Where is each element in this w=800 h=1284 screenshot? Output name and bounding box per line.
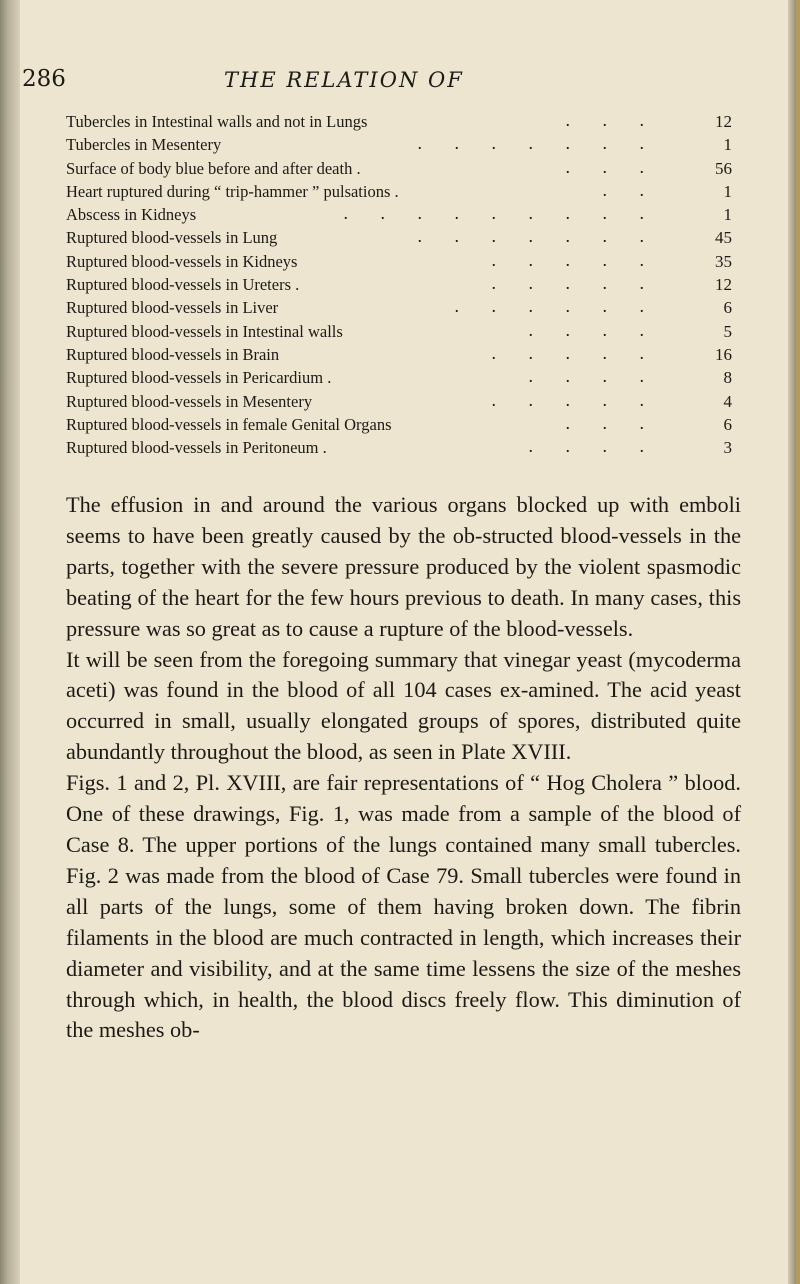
row-label: Ruptured blood-vessels in Liver [66,298,279,318]
row-value: 12 [715,275,732,295]
row-value: 5 [723,321,732,341]
row-value: 1 [723,181,732,201]
row-label: Ruptured blood-vessels in Mesentery [66,391,313,411]
table-row [66,366,736,389]
row-label: Abscess in Kidneys [66,205,197,225]
row-value: 1 [723,205,732,225]
page-number: 286 [22,66,66,92]
table-row [66,133,736,156]
leader-dots: . . . . [528,366,658,387]
page-edge-strip [796,0,800,1284]
leader-dots: . . . . . [491,273,658,294]
row-value: 4 [723,391,732,411]
table-row [66,273,736,296]
row-label: Ruptured blood-vessels in Brain [66,344,280,364]
row-value: 56 [715,158,732,178]
row-label: Ruptured blood-vessels in Pericardium . [66,368,332,388]
row-value: 3 [723,438,732,458]
table-row [66,320,736,343]
leader-dots: . . . . . . [454,296,658,317]
leader-dots: . . . . . . . [417,133,658,154]
row-value: 16 [715,344,732,364]
body-text [66,490,741,1046]
leader-dots: . . . . . . . . . [343,203,658,224]
paragraph-figures: Figs. 1 and 2, Pl. XVIII, are fair representations of “ Hog Cholera ” blood. One of these drawings, Fig. 1, was made from a sample of the blood of Case 8. The upper portions of the lungs contained many small tubercles. Fig. 2 was made from the blood of Case 79. Small tubercles were found in all parts of the lungs, some of them having broken down. The fibrin filaments in the blood are much contracted in length, which increases their diameter and visibility, and at the same time lessens the size of the meshes through which, in health, the blood discs freely flow. This diminution of the meshes ob- [66,770,741,1043]
row-label: Surface of body blue before and after death . [66,158,361,178]
row-label: Ruptured blood-vessels in Peritoneum . [66,438,327,458]
row-value: 1 [723,135,732,155]
table-row [66,390,736,413]
leader-dots: . . . . . [491,342,658,363]
table-row [66,413,736,436]
leader-dots: . . . [565,412,658,433]
table-row [66,436,736,459]
leader-dots: . . . . . [491,389,658,410]
row-label: Heart ruptured during “ trip-hammer ” pulsations . [66,181,399,201]
page-gutter-left [0,0,20,1284]
row-value: 6 [723,298,732,318]
paragraph-effusion: The effusion in and around the various organs blocked up with emboli seems to have been greatly caused by the ob-structed blood-vessels in the parts, together with the severe pressure produced by the violent spasmodic beating of the heart for the few hours previous to death. In many cases, this pressure was so great as to cause a rupture of the blood-vessels. [66,492,741,641]
row-value: 8 [723,368,732,388]
row-label: Ruptured blood-vessels in Lung [66,228,278,248]
row-value: 6 [723,414,732,434]
row-label: Ruptured blood-vessels in Kidneys [66,251,298,271]
row-label: Ruptured blood-vessels in female Genital Organs [66,414,392,434]
table-row [66,250,736,273]
table-row [66,296,736,319]
row-label: Tubercles in Intestinal walls and not in Lungs [66,112,368,131]
running-head: THE RELATION OF [224,68,464,92]
table-row [66,226,736,249]
row-value: 45 [715,228,732,248]
row-value: 35 [715,251,732,271]
row-value: 12 [715,112,732,131]
table-row [66,110,736,133]
table-row [66,203,736,226]
leader-dots: . . . . [528,319,658,340]
leader-dots: . . . [565,156,658,177]
findings-table [66,110,736,459]
leader-dots: . . [602,179,658,200]
leader-dots: . . . . . . . [417,226,658,247]
leader-dots: . . . [565,110,658,130]
row-label: Ruptured blood-vessels in Ureters . [66,275,300,295]
paragraph-vinegar-yeast: It will be seen from the foregoing summary that vinegar yeast (mycoderma aceti) was found in the blood of all 104 cases ex-amined. The acid yeast occurred in small, usually elongated groups of spores, distributed quite abundantly throughout the blood, as seen in Plate XVIII. [66,646,741,765]
row-label: Ruptured blood-vessels in Intestinal walls [66,321,343,341]
leader-dots: . . . . [528,436,658,457]
table-row [66,157,736,180]
leader-dots: . . . . . [491,249,658,270]
table-row [66,343,736,366]
row-label: Tubercles in Mesentery [66,135,222,155]
table-row [66,180,736,203]
